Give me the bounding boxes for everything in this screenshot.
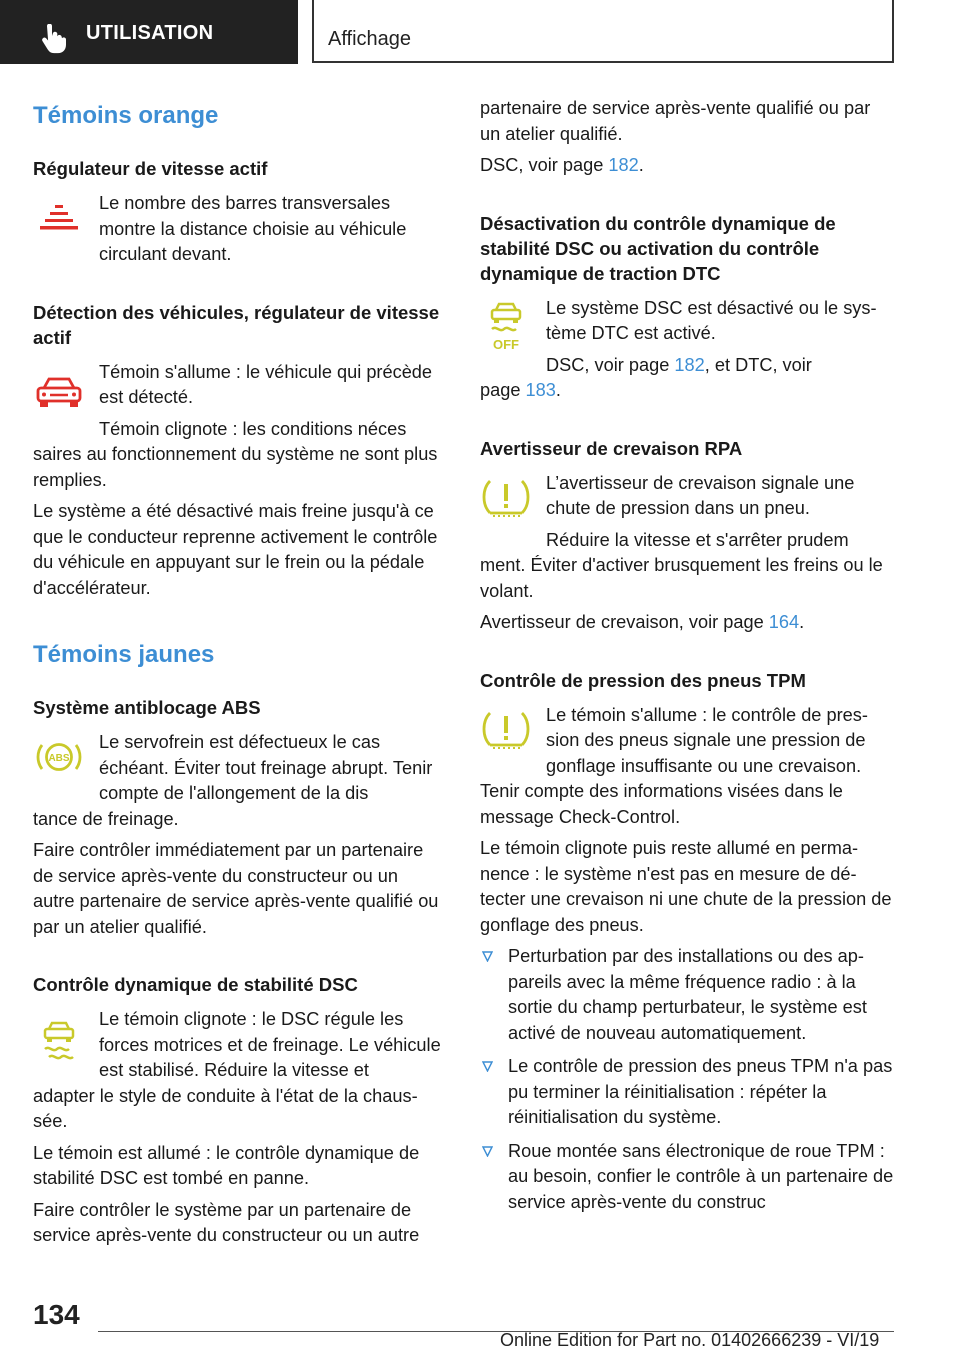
dsc-off-block: [480, 296, 894, 379]
tpm-block: [480, 703, 894, 780]
tire-pressure-icon: [480, 707, 532, 753]
dsc-off-ref-prefix2: page: [480, 380, 526, 400]
svg-text:ABS: ABS: [48, 753, 70, 764]
dsc-text-b: adapter le style de conduite à l'état de la chaussée.: [33, 1085, 418, 1131]
dsc-text-a: Le témoin clignote : le DSC régule les forces motrices et de freinage. Le véhicule est stabilisé. Réduire la vitesse et: [99, 1009, 441, 1080]
vehicle-detection-icon: [33, 368, 85, 414]
triangle-bullet-icon: [482, 951, 493, 962]
hand-pointer-icon: [38, 24, 66, 54]
continued-text: partenaire de service après-vente qualifié ou par un atelier qualifié.: [480, 98, 871, 144]
dsc-text3: Faire contrôler le système par un partenaire de service après-vente du constructeur ou un autre: [33, 1199, 420, 1245]
list-item: [480, 1139, 894, 1216]
abs-text-a: Le servofrein est défectueux le cas échéant. Éviter tout freinage abrupt. Tenir compte de l'allongement de la dis: [99, 732, 433, 803]
dsc-title: Contrôle dynamique de stabilité DSC: [33, 974, 358, 995]
dsc-off-title: Désactivation du contrôle dynamique de stabilité DSC ou activation du contrôle dynamique de traction DTC: [480, 212, 836, 284]
abs-text2: Faire contrôler immédiatement par un partenaire de service après-vente du constructeur ou un autre partenaire de service après-vente qualifié ou par un atelier qualifié.: [33, 840, 439, 937]
list-item: [480, 1054, 894, 1131]
tpm-text-a: Le témoin s'allume : le contrôle de pression des pneus signale une pression de gonflage insuffisante ou une crevaison.: [546, 704, 868, 776]
vehicle-detection-text2b: saires au fonctionnement du système ne sont plus remplies.: [33, 444, 438, 490]
heading-yellow-lights: Témoins jaunes: [33, 641, 215, 668]
dsc-off-ref-suffix: .: [555, 380, 561, 400]
topic-label: Affichage: [328, 28, 412, 50]
section-tab: [0, 0, 298, 64]
dsc-text2: Le témoin est allumé : le contrôle dynamique de stabilité DSC est tombé en panne.: [33, 1142, 420, 1188]
page-link-182[interactable]: 182: [608, 155, 639, 175]
dsc-off-text: Le système DSC est désactivé ou le système DTC est activé.: [546, 297, 877, 343]
tpm-title: Contrôle de pression des pneus TPM: [480, 669, 806, 691]
dsc-off-icon: [480, 300, 532, 352]
dsc-reference-prefix: DSC, voir page: [480, 155, 609, 175]
list-item-text: Perturbation par des installations ou des appareils avec la même fréquence radio : à la sortie du champ perturbateur, le système est activé de nouveau automatiquement.: [508, 946, 867, 1043]
rpa-text2b: ment. Éviter d'activer brusquement les freins ou le volant.: [480, 555, 883, 601]
rpa-block: [480, 471, 894, 554]
tire-warning-icon: [480, 475, 532, 521]
distance-bars-icon: [33, 193, 85, 239]
vehicle-detection-text3: Le système a été désactivé mais freine jusqu'à ce que le conducteur reprenne activement le contrôle du véhicule en appuyant sur le frein ou la pédale d'accélérateur.: [33, 501, 438, 598]
page-link-183[interactable]: 183: [525, 380, 556, 400]
page-number: 134: [33, 1299, 80, 1330]
dsc-icon: [33, 1017, 85, 1063]
cruise-control-text: Le nombre des barres transversales montre la distance choisie au véhicule circulant devant.: [99, 193, 407, 264]
dsc-reference-suffix: .: [638, 155, 644, 175]
rpa-reference: [480, 610, 894, 636]
dsc-reference: [480, 153, 894, 179]
vehicle-detection-title: Détection des véhicules, régulateur de vitesse actif: [33, 301, 440, 348]
abs-title: Système antiblocage ABS: [33, 697, 261, 718]
rpa-ref-suffix: .: [799, 612, 805, 632]
dsc-off-reference-2: [480, 378, 894, 404]
left-column: [33, 96, 441, 1255]
list-item-text: Le contrôle de pression des pneus TPM n'a pas pu terminer la réinitialisation : répéter la réinitialisation du système.: [508, 1056, 893, 1127]
page-link-164[interactable]: 164: [768, 612, 800, 632]
heading-orange-lights: Témoins orange: [33, 102, 219, 129]
dsc-block: [33, 1007, 441, 1084]
vehicle-detection-text1: Témoin s'allume : le véhicule qui précède est détecté.: [99, 361, 433, 407]
list-item: [480, 944, 894, 1046]
triangle-bullet-icon: [482, 1146, 493, 1157]
page-link-182b[interactable]: 182: [674, 354, 705, 375]
rpa-title: Avertisseur de crevaison RPA: [480, 437, 743, 459]
list-item-text: Roue montée sans électronique de roue TPM : au besoin, confier le contrôle à un partenaire de service après-vente du construc: [508, 1140, 894, 1212]
abs-icon: [33, 734, 85, 780]
rpa-ref-prefix: Avertisseur de crevaison, voir page: [480, 612, 769, 632]
rpa-text: L’avertisseur de crevaison signale une chute de pression dans un pneu.: [546, 472, 855, 518]
right-column: [480, 96, 894, 1223]
cruise-control-title: Régulateur de vitesse actif: [33, 158, 268, 179]
triangle-bullet-icon: [482, 1061, 493, 1072]
tpm-text2: Le témoin clignote puis reste allumé en permanence : le système n'est pas en mesure de détecter une crevaison ni une chute de la pression de gonflage des pneus.: [480, 838, 892, 935]
dsc-off-reference: [480, 353, 894, 379]
vehicle-detection-text2a: Témoin clignote : les conditions néces: [99, 418, 407, 439]
abs-text-b: tance de freinage.: [33, 808, 179, 829]
dsc-off-ref-mid: , et DTC, voir: [704, 354, 812, 375]
rpa-text2a: Réduire la vitesse et s'arrêter prudem: [546, 529, 849, 550]
tpm-text-b: Tenir compte des informations visées dans le message Check-Control.: [480, 781, 843, 827]
tpm-bullet-list: [480, 944, 894, 1215]
cruise-control-block: [33, 191, 441, 268]
svg-text:OFF: OFF: [493, 336, 519, 352]
edition-text: Online Edition for Part no. 01402666239 - VI/19: [500, 1330, 880, 1350]
dsc-off-ref-prefix: DSC, voir page: [546, 354, 675, 375]
abs-block: [33, 730, 441, 807]
section-label: UTILISATION: [86, 22, 214, 44]
topic-header: [312, 0, 894, 63]
vehicle-detection-block: [33, 360, 441, 443]
